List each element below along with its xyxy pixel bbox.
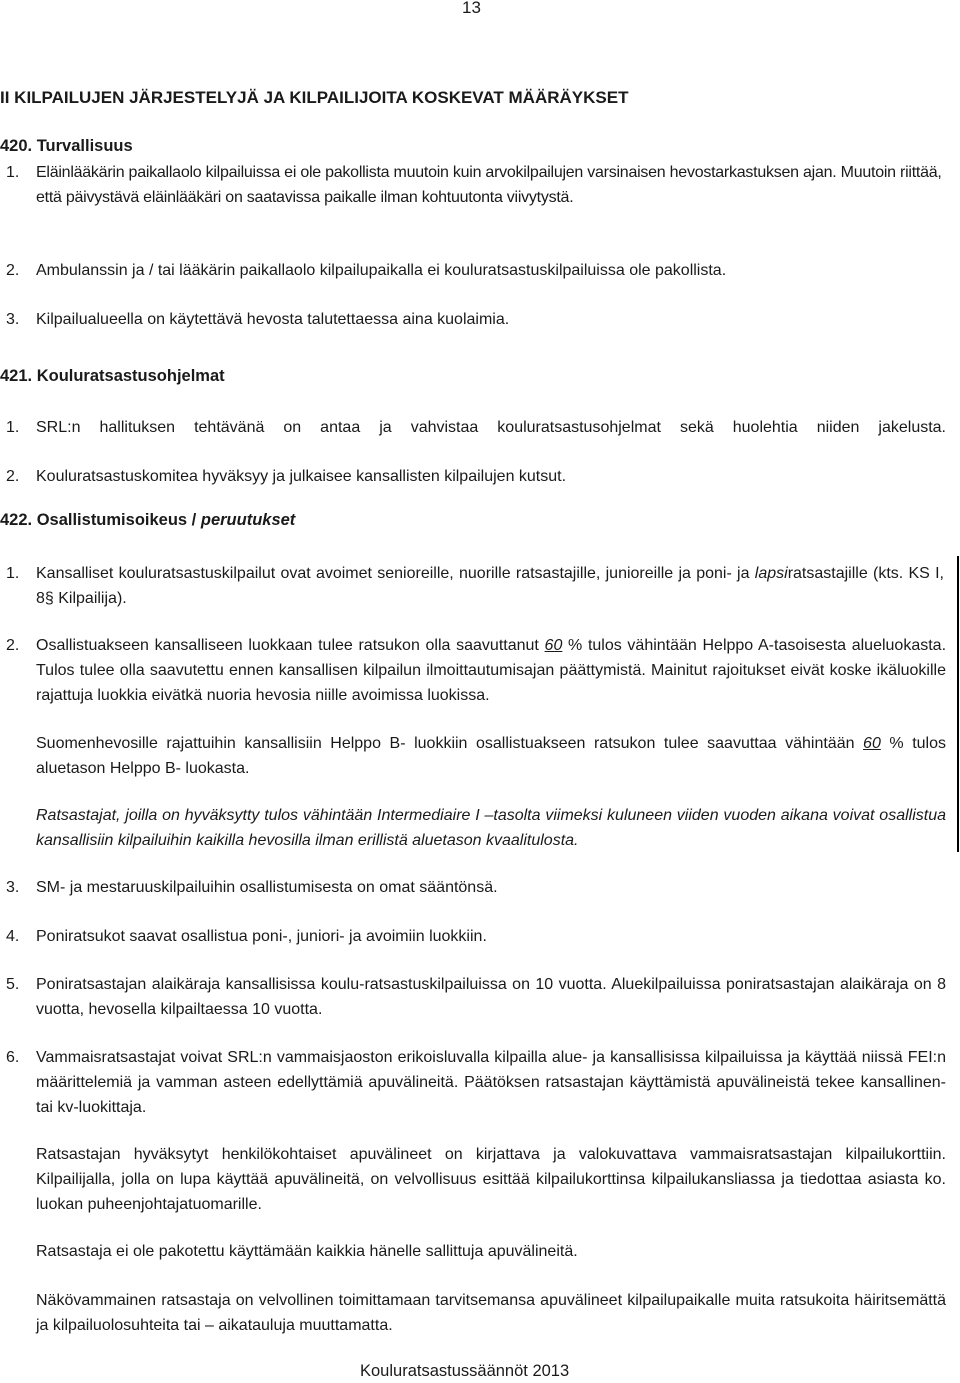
s421-item1-text: SRL:n hallituksen tehtävänä on antaa ja vahvistaa kouluratsastusohjelmat sekä huolehtia niiden jakelusta.: [36, 419, 946, 436]
s420-item3-number: 3.: [6, 311, 20, 328]
section-422-title: 422. Osallistumisoikeus / peruutukset: [0, 511, 296, 529]
s422-item3-text: SM- ja mestaruuskilpailuihin osallistumisesta on omat sääntönsä.: [36, 879, 498, 896]
pct-threshold-2: 60: [863, 735, 881, 752]
s422-item6-number: 6.: [6, 1049, 20, 1066]
s422-item2-para1: Osallistuakseen kansalliseen luokkaan tulee ratsukon olla saavuttanut 60 % tulos vähintään Helppo A-tasoisesta alueluokasta. Tulos tulee olla saavutettu ennen kansallisen kilpailun ilmoittautumisajan päättymistä. Mainitut rajoitukset eivät koske ikäluokille rajattuja luokkia eivätkä nuoria hevosia niille avoimissa luokissa.: [36, 637, 947, 704]
s422-item6-para3: Ratsastaja ei ole pakotettu käyttämään kaikkia hänelle sallittuja apuvälineitä.: [36, 1243, 578, 1260]
section-420-title: 420. Turvallisuus: [0, 137, 133, 155]
section-421-title: 421. Kouluratsastusohjelmat: [0, 367, 225, 385]
s422-item6-para4: Näkövammainen ratsastaja on velvollinen toimittamaan tarvitsemansa apuvälineet kilpailupaikalle muita ratsukoita häiritsemättä ja kilpailuolosuhteita tai – aikatauluja muuttamatta.: [36, 1292, 946, 1334]
chapter-heading: II KILPAILUJEN JÄRJESTELYJÄ JA KILPAILIJOITA KOSKEVAT MÄÄRÄYKSET: [0, 88, 629, 107]
s422-item3-number: 3.: [6, 879, 20, 896]
page-number: 13: [462, 0, 481, 17]
page-footer: Kouluratsastussäännöt 2013: [360, 1362, 570, 1380]
revision-bar: [957, 556, 959, 852]
s422-item6-para1: Vammaisratsastajat voivat SRL:n vammaisjaoston erikoisluvalla kilpailla alue- ja kansallisissa kilpailuissa ja käyttää niissä FEI:n määrittelemiä ja vamman asteen edellyttämiä apuvälineitä. Päätöksen ratsastajan käyttämistä apuvälineistä tekee kansallinen- tai kv-luokittaja.: [36, 1049, 946, 1116]
s421-item2-text: Kouluratsastuskomitea hyväksyy ja julkaisee kansallisten kilpailujen kutsut.: [36, 468, 567, 485]
s422-item5-number: 5.: [6, 976, 20, 993]
s422-item2-number: 2.: [6, 637, 20, 654]
s420-item3-text: Kilpailualueella on käytettävä hevosta talutettaessa aina kuolaimia.: [36, 311, 510, 328]
s422-item6-para2: Ratsastajan hyväksytyt henkilökohtaiset apuvälineet on kirjattava ja valokuvattava vammaisratsastajan kilpailukorttiin. Kilpailijalla, jolla on lupa käyttää apuvälineitä, on velvollisuus esittää kilpailukorttinsa kilpailukansliassa ja tiedottaa asiasta ko. luokan puheenjohtajatuomarille.: [36, 1146, 946, 1213]
s422-item1-text: Kansalliset kouluratsastuskilpailut ovat avoimet senioreille, nuorille ratsastajille, junioreille ja poni- ja lapsiratsastajille (kts. KS I, 8§ Kilpailija).: [36, 565, 945, 607]
revised-word: peruutukset: [200, 511, 296, 529]
s422-item5-text: Poniratsastajan alaikäraja kansallisissa koulu-ratsastuskilpailuissa on 10 vuotta. Aluekilpailuissa poniratsastajan alaikäraja on 8 vuotta, hevosella kilpailtaessa 10 vuotta.: [36, 976, 946, 1018]
pct-threshold-1: 60: [544, 637, 563, 654]
s421-item2-number: 2.: [6, 468, 20, 485]
s420-item2-text: Ambulanssin ja / tai lääkärin paikallaolo kilpailupaikalla ei kouluratsastuskilpailuissa ole pakollista.: [36, 262, 727, 279]
s422-item4-number: 4.: [6, 928, 20, 945]
s420-item1-text: Eläinlääkärin paikallaolo kilpailuissa ei ole pakollista muutoin kuin arvokilpailujen varsinaisen hevostarkastuksen ajan. Muutoin riittää, että päivystävä eläinlääkäri on saatavissa paikalle ilman kohtuutonta viivytystä.: [36, 164, 942, 206]
s422-item1-number: 1.: [6, 565, 20, 582]
s422-item4-text: Poniratsukot saavat osallistua poni-, juniori- ja avoimiin luokkiin.: [36, 928, 487, 945]
s421-item1-number: 1.: [6, 419, 20, 436]
s422-item2-para2: Suomenhevosille rajattuihin kansallisiin Helppo B- luokkiin osallistuakseen ratsukon tulee saavuttaa vähintään 60 % tulos aluetason Helppo B- luokasta.: [36, 735, 946, 777]
s420-item1-number: 1.: [6, 164, 20, 181]
s422-item2-para3: Ratsastajat, joilla on hyväksytty tulos vähintään Intermediaire I –tasolta viimeksi kuluneen viiden vuoden aikana voivat osallistua kansallisiin kilpailuihin kaikilla hevosilla ilman erillistä aluetason kvaalitulosta.: [36, 807, 946, 849]
s420-item2-number: 2.: [6, 262, 20, 279]
